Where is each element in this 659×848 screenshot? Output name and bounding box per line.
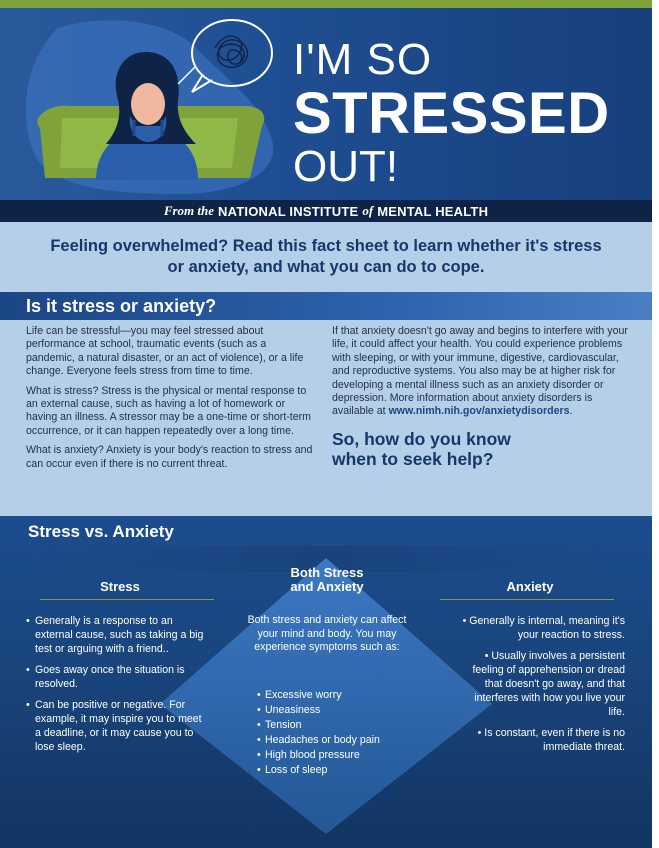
list-item: • Tension xyxy=(257,718,417,732)
section2-heading: Stress vs. Anxiety xyxy=(28,522,174,541)
section1-body xyxy=(0,320,652,516)
stress-list xyxy=(26,614,204,761)
stress-intro-paragraph: Life can be stressful—you may feel stressed about performance at school, traumatic events (such as a pandemic, a natural disaster, or an act of violence), or a life change. Everyone feels stress from time to time. xyxy=(26,325,304,378)
source-from: From the xyxy=(163,203,215,218)
list-item: • Loss of sleep xyxy=(257,763,417,777)
main-title xyxy=(293,35,610,191)
anxiety-health-paragraph xyxy=(332,325,632,419)
list-item: • Goes away once the situation is resolved. xyxy=(26,663,204,691)
top-accent-strip xyxy=(0,0,652,8)
source-of: of xyxy=(362,203,374,218)
intro-banner xyxy=(0,222,652,292)
stress-heading-rule xyxy=(40,599,214,600)
both-heading-line-1: Both Stress xyxy=(290,565,364,580)
list-item: • Usually involves a persistent feeling of apprehension or dread that doesn't go away, and that interferes with how you live your life. xyxy=(472,650,625,718)
stressed-person-illustration xyxy=(0,8,290,200)
page-margin xyxy=(652,0,659,848)
section1-right-column xyxy=(332,325,632,469)
list-item: • Is constant, even if there is no immediate threat. xyxy=(477,727,625,753)
section1-heading: Is it stress or anxiety? xyxy=(26,296,217,316)
source-org-1: NATIONAL INSTITUTE xyxy=(218,203,359,219)
header-banner xyxy=(0,8,652,200)
seek-help-line-2: when to seek help? xyxy=(332,448,494,469)
what-is-stress-paragraph: What is stress? Stress is the physical or mental response to an external cause, such as having a lot of homework or having an illness. A stressor may be a one-time or short-term occurrence, or it can happen repeatedly over a long time. xyxy=(26,384,311,437)
stress-heading: Stress xyxy=(100,579,140,594)
both-heading-line-2: and Anxiety xyxy=(290,579,364,594)
title-line-2: STRESSED xyxy=(293,81,610,146)
source-bar xyxy=(0,200,652,222)
source-org-2: MENTAL HEALTH xyxy=(377,203,489,219)
anxiety-heading: Anxiety xyxy=(506,579,554,594)
list-item: • Uneasiness xyxy=(257,703,417,717)
anxiety-list xyxy=(460,614,625,761)
anxiety-disorders-link[interactable]: www.nimh.nih.gov/anxietydisorders xyxy=(388,405,570,418)
what-is-anxiety-paragraph: What is anxiety? Anxiety is your body's reaction to stress and can occur even if there is no current threat. xyxy=(26,444,313,470)
list-item: • High blood pressure xyxy=(257,748,417,762)
both-intro-text: Both stress and anxiety can affect your mind and body. You may experience symptoms such as: xyxy=(247,614,407,654)
anxiety-heading-rule xyxy=(440,599,614,600)
list-item: • Headaches or body pain xyxy=(257,733,417,747)
both-heading xyxy=(257,566,397,594)
seek-help-heading xyxy=(332,429,632,469)
list-item: • Generally is internal, meaning it's your reaction to stress. xyxy=(462,615,625,641)
title-line-3: OUT! xyxy=(293,142,399,191)
both-symptoms-list xyxy=(257,688,417,778)
link-suffix: . xyxy=(569,405,573,418)
section1-left-column xyxy=(26,325,316,477)
intro-text: Feeling overwhelmed? Read this fact sheet to learn whether it's stress or anxiety, and what you can do to cope. xyxy=(50,237,602,276)
title-line-1: I'M SO xyxy=(293,35,433,84)
stress-vs-anxiety-section xyxy=(0,516,652,848)
section1-heading-band xyxy=(0,292,652,320)
list-item: • Can be positive or negative. For example, it may inspire you to meet a deadline, or it may cause you to lose sleep. xyxy=(26,698,204,754)
list-item: • Generally is a response to an external cause, such as taking a big test or arguing with a friend.. xyxy=(26,614,204,656)
seek-help-line-1: So, how do you know xyxy=(332,428,511,449)
anxiety-health-text: If that anxiety doesn't go away and begins to interfere with your life, it could affect your health. You could experience problems with sleeping, or with your immune, digestive, cardiovascular, and reproductive systems. You also may be at higher risk for developing a mental illness such as an anxiety disorder or depression. More information about anxiety disorders is available at xyxy=(332,325,628,418)
list-item: • Excessive worry xyxy=(257,688,417,702)
